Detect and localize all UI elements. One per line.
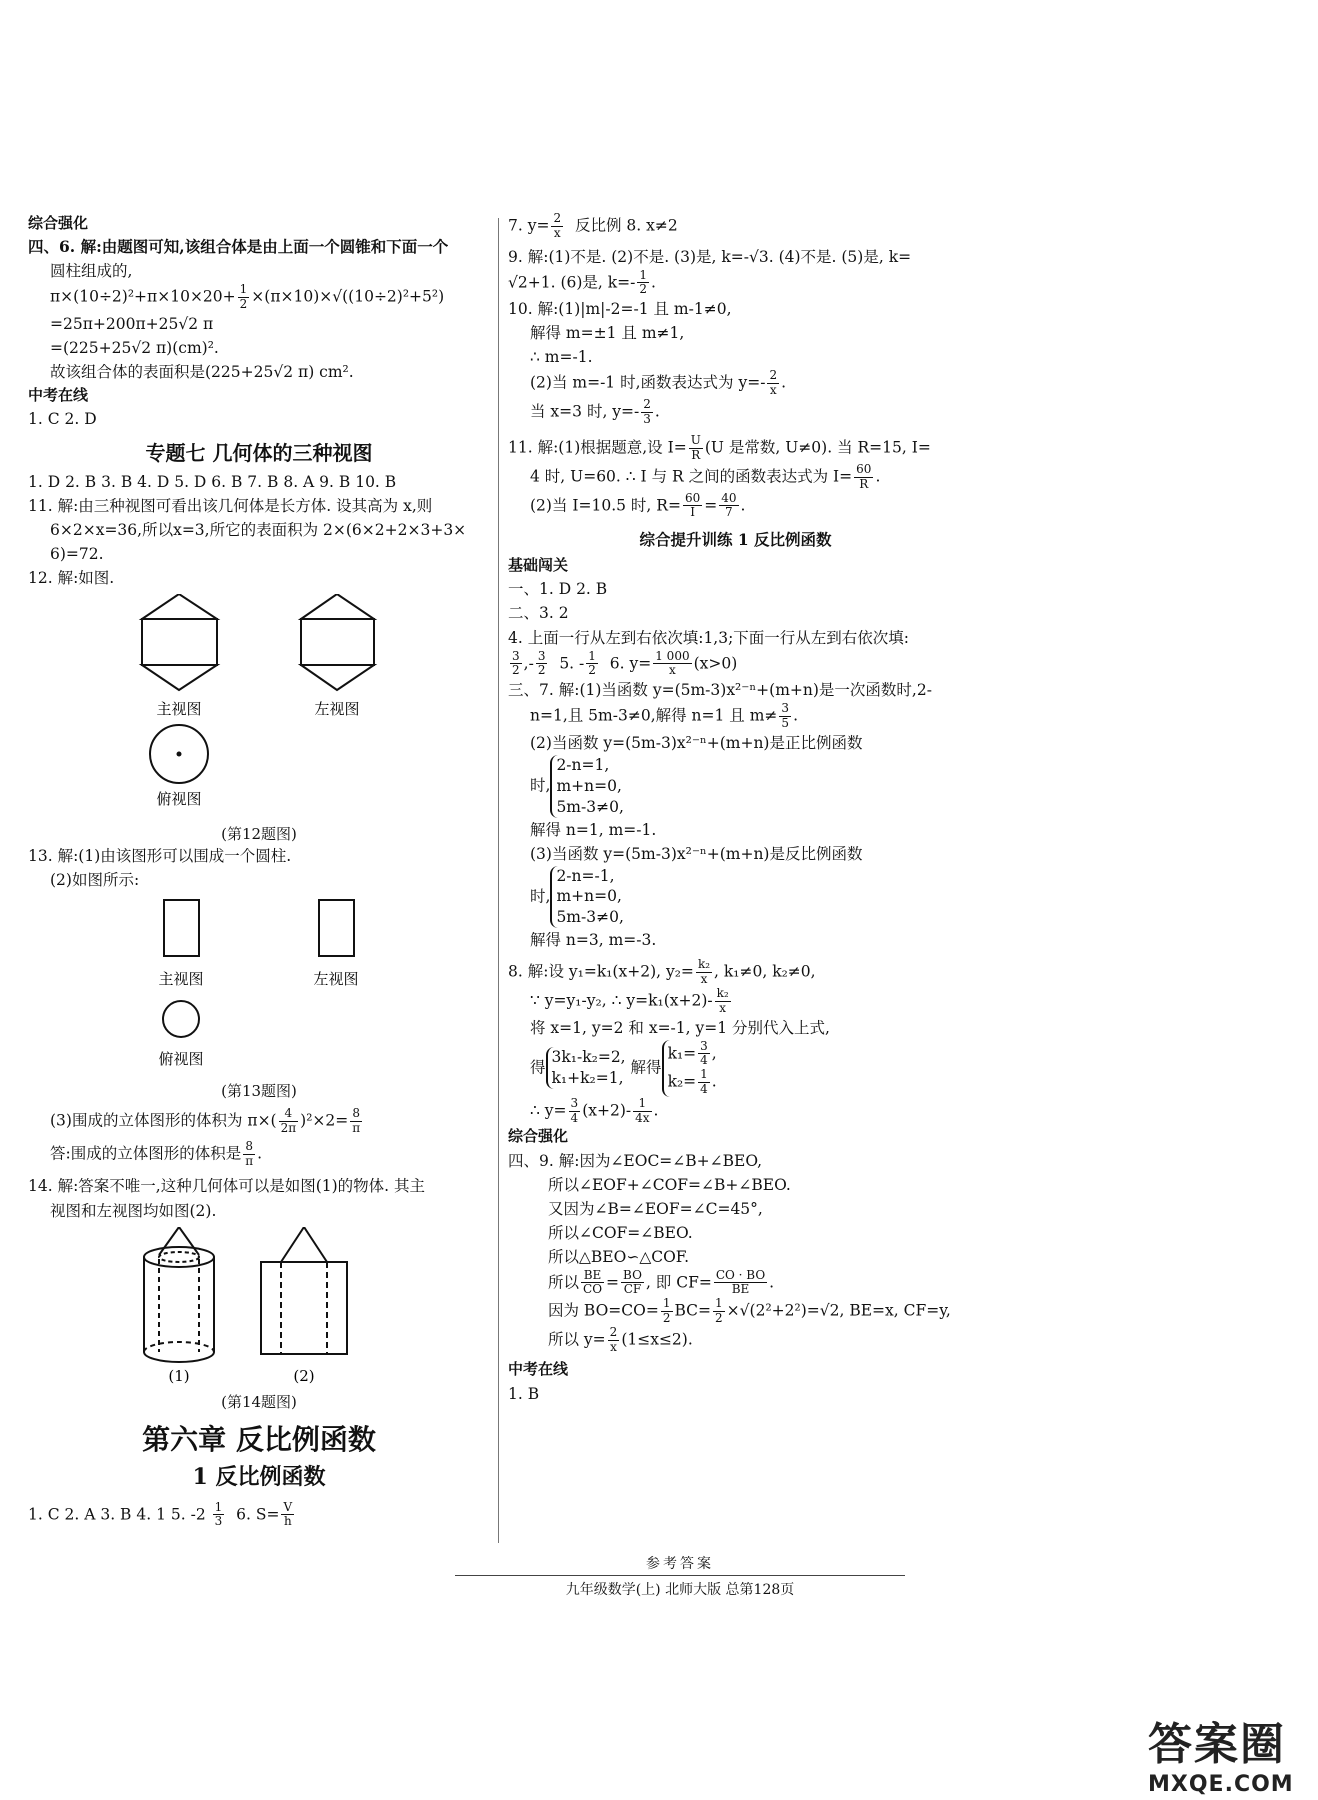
section-one-answers: 一、1. D 2. B — [508, 580, 608, 599]
q4-line1: 4. 上面一行从左到右依次填:1,3;下面一行从左到右依次填: — [508, 628, 910, 647]
q3-7-part3-result: 解得 n=3, m=-3. — [530, 931, 657, 950]
q8-line2: ∵ y=y₁-y₂, ∴ y=k₁(x+2)- $\frac{\text{k₂}}{x}$ — [530, 985, 729, 1015]
q3-7-part2-system: 时, 2-n=1, m+n=0, 5m-3≠0, — [530, 755, 624, 816]
q4-q5-q6-line: $\frac{3}{2}$ ,- $\frac{3}{2}$ 5. - $\frac{1}{2}$ 6. y= $\frac{1 000}{x}$ (x>0) — [512, 648, 738, 678]
q10-line2: 解得 m=±1 且 m≠1, — [530, 324, 685, 343]
q9-line1: 9. 解:(1)不是. (2)不是. (3)是, k=-√3. (4)不是. (5)是, k= — [508, 247, 912, 266]
q3-7-line2: n=1,且 5m-3≠0,解得 n=1 且 m≠ $\frac{3}{5}$ . — [530, 701, 798, 730]
footer-title: 参考答案 — [455, 1553, 905, 1576]
topic7-answers: 1. D 2. B 3. B 4. D 5. D 6. B 7. B 8. A 9. B 10. B — [28, 473, 397, 492]
q9-line2: √2+1. (6)是, k=- $\frac{1}{2}$ . — [508, 267, 656, 297]
fig12-front-view — [142, 594, 217, 690]
zhongkao-answers-right: 1. B — [508, 1384, 540, 1403]
q10-line1: 10. 解:(1)|m|-2=-1 且 m-1≠0, — [508, 300, 732, 319]
fig12-caption: (第12题图) — [221, 825, 297, 844]
q3-7-part2: (2)当函数 y=(5m-3)x²⁻ⁿ+(m+n)是正比例函数 — [530, 733, 863, 752]
q11-line3: (2)当 I=10.5 时, R= $\frac{60}{I}$ = $\frac{40}{7}$ . — [530, 490, 746, 520]
section-two-answers: 二、3. 2 — [508, 604, 569, 623]
fig13-left-label: 左视图 — [313, 970, 359, 989]
q11-line1: 11. 解:(1)根据题意,设 I= $\frac{U}{R}$ (U 是常数, U≠0). 当 R=15, I= — [508, 433, 931, 463]
watermark-top: 答案圈 — [1148, 1719, 1286, 1770]
fig12-front-label: 主视图 — [156, 700, 202, 719]
column-divider — [498, 218, 499, 1543]
q13-volume: (3)围成的立体图形的体积为 π×( $\frac{4}{2\pi}$ )²×2= $\frac{8}{\pi}$ — [50, 1106, 361, 1136]
fig13-front-view — [164, 900, 199, 956]
fig13-front-label: 主视图 — [158, 970, 204, 989]
q8-line3: 将 x=1, y=2 和 x=-1, y=1 分别代入上式, — [530, 1018, 830, 1037]
heading-zonghe-qianghua-right: 综合强化 — [508, 1127, 569, 1146]
q4-9-line2: 所以∠EOF+∠COF=∠B+∠BEO. — [548, 1175, 791, 1194]
right-column — [508, 212, 963, 1406]
q8-systems: 得 3k₁-k₂=2, k₁+k₂=1, 解得 k₁= $\frac{3}{4}$ , k₂= $\frac{1}{4}$ . — [530, 1038, 717, 1096]
fig14-label-1: (1) — [168, 1366, 190, 1385]
left-column — [28, 212, 490, 1529]
q4-9-line5: 所以△BEO∽△COF. — [548, 1247, 690, 1266]
q8-line1: 8. 解:设 y₁=k₁(x+2), y₂= $\frac{\text{k₂}}{x}$ , k₁≠0, k₂≠0, — [508, 957, 816, 987]
heading-jichu-chuangguan: 基础闯关 — [508, 556, 569, 575]
fig14-label-2: (2) — [293, 1366, 315, 1385]
q4-9-line7: 因为 BO=CO= $\frac{1}{2}$ BC= $\frac{1}{2}$ ×√(2²+2²)=√2, BE=x, CF=y, — [548, 1296, 951, 1326]
q8-result: ∴ y= $\frac{3}{4}$ (x+2)- $\frac{1}{4x}$ . — [530, 1095, 659, 1125]
site-watermark-logo — [1148, 1708, 1298, 1797]
fig14-caption: (第14题图) — [221, 1392, 297, 1411]
fig12-top-label: 俯视图 — [156, 790, 202, 809]
q3-7-part3: (3)当函数 y=(5m-3)x²⁻ⁿ+(m+n)是反比例函数 — [530, 844, 863, 863]
fig13-top-view — [163, 1001, 199, 1037]
fig14-cylinder-with-cone — [144, 1227, 214, 1362]
q11-line2: 4 时, U=60. ∴ I 与 R 之间的函数表达式为 I= $\frac{60}{R}$ . — [530, 462, 881, 491]
fig14-front-view — [261, 1227, 347, 1354]
q4-9-line8: 所以 y= $\frac{2}{x}$ (1≤x≤2). — [548, 1324, 693, 1354]
q10-line4: (2)当 m=-1 时,函数表达式为 y=- $\frac{2}{x}$ . — [530, 368, 787, 398]
q4-6-answer: 故该组合体的表面积是(225+25√2 π) cm². — [50, 362, 354, 381]
q13-line2: (2)如图所示: — [50, 871, 140, 890]
fig13-top-label: 俯视图 — [158, 1050, 204, 1069]
fig13-caption: (第13题图) — [221, 1082, 297, 1101]
q14-line1: 14. 解:答案不唯一,这种几何体可以是如图(1)的物体. 其主 — [28, 1177, 426, 1196]
topic7-title: 专题七 几何体的三种视图 — [145, 441, 373, 466]
q4-9-line3: 又因为∠B=∠EOF=∠C=45°, — [548, 1199, 763, 1218]
q13-answer: 答:围成的立体图形的体积是 $\frac{8}{\pi}$ . — [50, 1138, 263, 1168]
q4-9-line1: 四、9. 解:因为∠EOC=∠B+∠BEO, — [508, 1151, 763, 1170]
q4-6-line1: 四、6. 解:由题图可知,该组合体是由上面一个圆锥和下面一个 — [28, 237, 449, 257]
q11-line2: 6×2×x=36,所以x=3,所它的表面积为 2×(6×2+2×3+3× — [50, 521, 467, 540]
q11-line1: 11. 解:由三种视图可看出该几何体是长方体. 设其高为 x,则 — [28, 497, 433, 516]
q10-line3: ∴ m=-1. — [530, 348, 593, 367]
fig12-left-view — [301, 594, 374, 690]
q13-line1: 13. 解:(1)由该图形可以围成一个圆柱. — [28, 847, 292, 866]
q3-7-part3-system: 时, 2-n=-1, m+n=0, 5m-3≠0, — [530, 866, 624, 927]
fig14-solids — [109, 1227, 409, 1387]
fig12-top-view — [150, 725, 208, 783]
fig12-left-label: 左视图 — [314, 700, 360, 719]
training-title: 综合提升训练 1 反比例函数 — [639, 530, 832, 550]
q12-line: 12. 解:如图. — [28, 569, 115, 588]
chapter-title: 第六章 反比例函数 — [142, 1422, 376, 1456]
q4-6-eq2: =25π+200π+25√2 π — [50, 314, 214, 333]
watermark-bottom: MXQE.COM — [1148, 1772, 1294, 1797]
q14-line2: 视图和左视图均如图(2). — [50, 1201, 217, 1220]
zhongkao-answers: 1. C 2. D — [28, 410, 97, 429]
heading-zhongkao-zaixian: 中考在线 — [28, 385, 89, 404]
q4-6-eq3: =(225+25√2 π)(cm)². — [50, 338, 219, 357]
heading-zhongkao-zaixian-right: 中考在线 — [508, 1360, 569, 1379]
section1-answers: 1. C 2. A 3. B 4. 1 5. -2 $\frac{1}{3}$ 6. S= $\frac{V}{h}$ — [28, 1499, 293, 1529]
q10-line5: 当 x=3 时, y=- $\frac{2}{3}$ . — [530, 396, 660, 426]
q4-9-line4: 所以∠COF=∠BEO. — [548, 1223, 693, 1242]
q4-6-eq1: π×(10÷2)²+π×10×20+ $\frac{1}{2}$ ×(π×10)×√((10÷2)²+5²) — [50, 282, 445, 312]
q3-7-line1: 三、7. 解:(1)当函数 y=(5m-3)x²⁻ⁿ+(m+n)是一次函数时,2- — [508, 681, 932, 700]
page-footer — [455, 1553, 905, 1599]
q3-7-part2-result: 解得 n=1, m=-1. — [530, 820, 657, 839]
heading-zonghe-qianghua: 综合强化 — [28, 214, 89, 232]
section-title: 1 反比例函数 — [192, 1463, 326, 1490]
q4-6-line2: 圆柱组成的, — [50, 262, 133, 281]
q4-9-line6: 所以 $\frac{BE}{CO}$ = $\frac{BO}{CF}$ , 即 CF= $\frac{CO \cdot BO}{BE}$ . — [548, 1267, 775, 1297]
fig13-three-views — [109, 896, 409, 1076]
q11-line3: 6)=72. — [50, 545, 104, 564]
fig12-three-views — [109, 594, 409, 819]
fig13-left-view — [319, 900, 354, 956]
q7-line: 7. y= $\frac{2}{x}$ 反比例 8. x≠2 — [508, 211, 678, 240]
footer-book-info: 九年级数学(上) 北师大版 总第128页 — [565, 1582, 795, 1598]
